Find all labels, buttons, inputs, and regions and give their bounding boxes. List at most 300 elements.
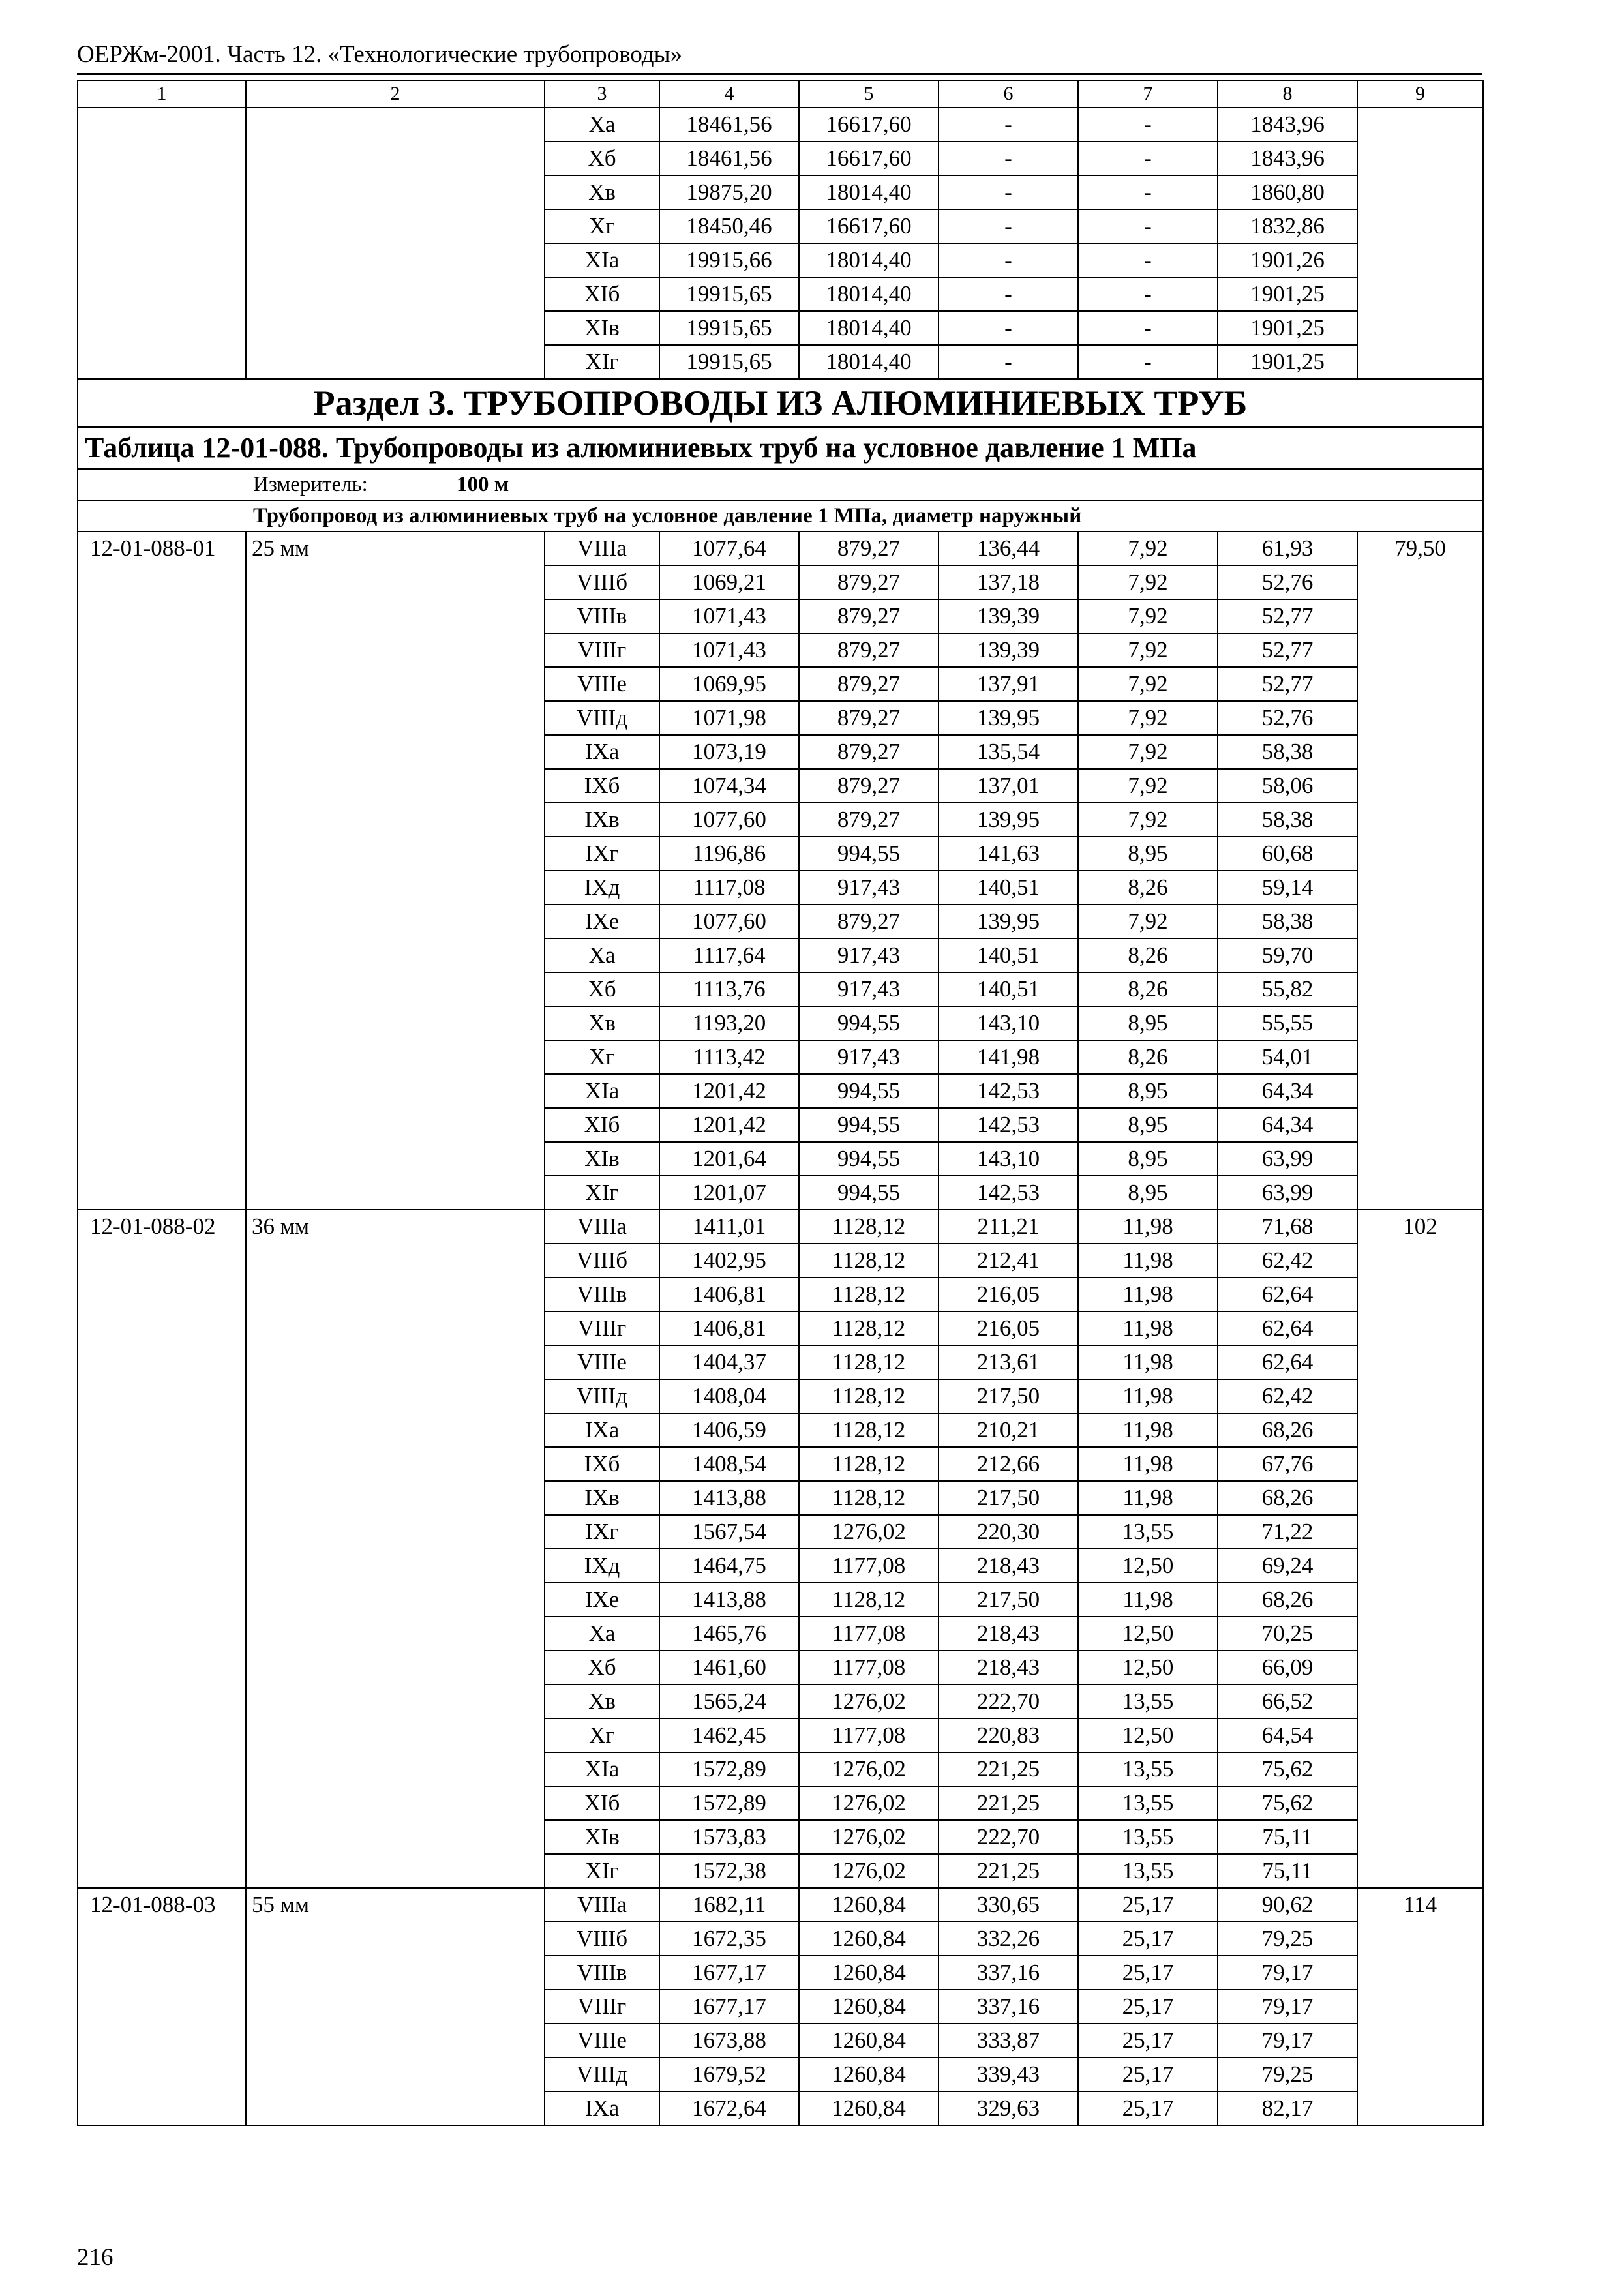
value-cell: 25,17 [1078,2091,1218,2125]
value-cell: 8,95 [1078,1074,1218,1108]
value-cell: 221,25 [939,1786,1078,1820]
value-cell: 141,63 [939,837,1078,871]
value-cell: - [939,345,1078,379]
value-cell: 8,26 [1078,972,1218,1006]
value-cell: 11,98 [1078,1210,1218,1244]
value-cell: 1177,08 [799,1718,939,1752]
value-cell: 1465,76 [659,1617,799,1651]
value-cell: - [939,311,1078,345]
region-cell: VIIIб [545,565,659,599]
region-cell: VIIIд [545,1379,659,1413]
region-cell: VIIIa [545,1210,659,1244]
group-title-row [78,500,1483,531]
value-cell: 58,38 [1218,735,1357,769]
rates-table [77,80,1484,2126]
value-cell: 140,51 [939,871,1078,905]
value-cell: 332,26 [939,1922,1078,1956]
header-rule [77,73,1482,75]
value-cell: 135,54 [939,735,1078,769]
value-cell: 60,68 [1218,837,1357,871]
value-cell: 879,27 [799,633,939,667]
value-cell: 1071,43 [659,633,799,667]
value-cell: 1260,84 [799,1990,939,2024]
region-cell: VIIIг [545,1990,659,2024]
region-cell: VIIIб [545,1244,659,1278]
item-code: 12-01-088-01 [78,531,246,1210]
meter-cell [78,469,1483,500]
value-cell: 69,24 [1218,1549,1357,1583]
value-cell: 330,65 [939,1888,1078,1922]
value-cell: 1077,64 [659,531,799,565]
value-cell: 64,34 [1218,1074,1357,1108]
value-cell: 11,98 [1078,1278,1218,1311]
value-cell: 1411,01 [659,1210,799,1244]
value-cell: 11,98 [1078,1244,1218,1278]
value-cell: 994,55 [799,1108,939,1142]
value-cell: 1672,35 [659,1922,799,1956]
value-cell: - [939,142,1078,175]
value-cell: 136,44 [939,531,1078,565]
value-cell: 7,92 [1078,905,1218,938]
meter-label: Измеритель: [253,473,368,496]
value-cell: 139,95 [939,803,1078,837]
rates-table-body [78,80,1483,2125]
continuation-row [78,108,1483,142]
value-cell: 1843,96 [1218,142,1357,175]
value-cell: 66,09 [1218,1651,1357,1684]
value-cell: 63,99 [1218,1142,1357,1176]
value-cell: 1071,98 [659,701,799,735]
region-cell: IXг [545,837,659,871]
value-cell: 16617,60 [799,142,939,175]
region-cell: VIIIв [545,1278,659,1311]
value-cell: 329,63 [939,2091,1078,2125]
value-cell: 19875,20 [659,175,799,209]
value-cell: 211,21 [939,1210,1078,1244]
value-cell: 217,50 [939,1583,1078,1617]
region-cell: IXe [545,1583,659,1617]
value-cell: 1113,76 [659,972,799,1006]
value-cell: 7,92 [1078,667,1218,701]
region-cell: IXб [545,769,659,803]
region-cell: Xб [545,972,659,1006]
meter-value: 100 м [457,473,509,496]
value-cell: 1413,88 [659,1583,799,1617]
value-cell: 7,92 [1078,633,1218,667]
value-cell: 16617,60 [799,209,939,243]
value-cell: 216,05 [939,1278,1078,1311]
value-cell: 25,17 [1078,1922,1218,1956]
region-cell: Xa [545,1617,659,1651]
value-cell: 1673,88 [659,2024,799,2057]
value-cell: 19915,65 [659,277,799,311]
value-cell: 1117,64 [659,938,799,972]
value-cell: 140,51 [939,938,1078,972]
value-cell: 58,06 [1218,769,1357,803]
value-cell: 1260,84 [799,2024,939,2057]
value-cell: 142,53 [939,1176,1078,1210]
value-cell: 58,38 [1218,803,1357,837]
value-cell: 143,10 [939,1142,1078,1176]
value-cell: 13,55 [1078,1515,1218,1549]
value-cell: 213,61 [939,1345,1078,1379]
value-cell: 52,77 [1218,599,1357,633]
value-cell: 18014,40 [799,175,939,209]
value-cell: 25,17 [1078,2057,1218,2091]
value-cell: 52,76 [1218,565,1357,599]
value-cell: 1260,84 [799,1888,939,1922]
value-cell: 137,91 [939,667,1078,701]
value-cell: 1572,89 [659,1786,799,1820]
value-cell: - [1078,209,1218,243]
value-cell: 1408,54 [659,1447,799,1481]
region-cell: IXa [545,2091,659,2125]
value-cell: 11,98 [1078,1311,1218,1345]
value-cell: 1193,20 [659,1006,799,1040]
value-cell: 1276,02 [799,1752,939,1786]
value-cell: 68,26 [1218,1583,1357,1617]
value-cell: 1077,60 [659,803,799,837]
value-cell: 19915,65 [659,345,799,379]
region-cell: IXб [545,1447,659,1481]
value-cell: 1276,02 [799,1515,939,1549]
value-cell: 217,50 [939,1379,1078,1413]
value-cell: 8,26 [1078,871,1218,905]
value-cell: 1276,02 [799,1684,939,1718]
value-cell: - [939,175,1078,209]
value-cell: 879,27 [799,531,939,565]
value-cell: 7,92 [1078,735,1218,769]
value-cell: 62,64 [1218,1311,1357,1345]
value-cell: 1260,84 [799,1956,939,1990]
column-number-cell: 5 [799,80,939,108]
value-cell: Xв [545,175,659,209]
value-cell: 1260,84 [799,1922,939,1956]
value-cell: 222,70 [939,1820,1078,1854]
value-cell: 1901,25 [1218,277,1357,311]
value-cell: 1128,12 [799,1345,939,1379]
value-cell: 58,38 [1218,905,1357,938]
value-cell: 7,92 [1078,599,1218,633]
value-cell: 63,99 [1218,1176,1357,1210]
value-cell: 90,62 [1218,1888,1357,1922]
value-cell: 8,95 [1078,1176,1218,1210]
region-cell: IXв [545,803,659,837]
value-cell: 1901,26 [1218,243,1357,277]
value-cell: 879,27 [799,565,939,599]
value-cell: 337,16 [939,1956,1078,1990]
value-cell: 917,43 [799,1040,939,1074]
column-number-cell: 7 [1078,80,1218,108]
value-cell: 1404,37 [659,1345,799,1379]
section-title: Раздел 3. ТРУБОПРОВОДЫ ИЗ АЛЮМИНИЕВЫХ ТРУБ [78,379,1483,427]
value-cell: 1074,34 [659,769,799,803]
value-cell: 141,98 [939,1040,1078,1074]
value-cell: 18014,40 [799,311,939,345]
value-cell: 18014,40 [799,345,939,379]
value-cell: 82,17 [1218,2091,1357,2125]
value-cell: 142,53 [939,1108,1078,1142]
region-cell: VIIIa [545,1888,659,1922]
value-cell: 1128,12 [799,1244,939,1278]
value-cell: 1128,12 [799,1583,939,1617]
region-cell: VIIIe [545,1345,659,1379]
value-cell: 137,01 [939,769,1078,803]
value-cell: 1117,08 [659,871,799,905]
value-cell: 12,50 [1078,1617,1218,1651]
value-cell: 25,17 [1078,1888,1218,1922]
value-cell: 1677,17 [659,1956,799,1990]
value-cell: 11,98 [1078,1379,1218,1413]
value-cell: 7,92 [1078,769,1218,803]
value-cell: 1260,84 [799,2091,939,2125]
value-cell: 8,95 [1078,837,1218,871]
region-cell: IXд [545,871,659,905]
value-cell: 216,05 [939,1311,1078,1345]
column-number-row [78,80,1483,108]
region-cell: IXг [545,1515,659,1549]
value-cell: 16617,60 [799,108,939,142]
value-cell: 8,95 [1078,1006,1218,1040]
value-cell: - [939,277,1078,311]
value-cell: 994,55 [799,1176,939,1210]
value-cell: 64,34 [1218,1108,1357,1142]
value-cell: 139,39 [939,599,1078,633]
value-cell: 917,43 [799,972,939,1006]
region-cell: Xв [545,1006,659,1040]
value-cell: 1406,81 [659,1278,799,1311]
item-col9: 102 [1357,1210,1483,1888]
value-cell: 13,55 [1078,1786,1218,1820]
region-cell: IXa [545,735,659,769]
value-cell: 11,98 [1078,1413,1218,1447]
value-cell: 19915,65 [659,311,799,345]
value-cell: - [1078,175,1218,209]
value-cell: 13,55 [1078,1684,1218,1718]
value-cell: 59,14 [1218,871,1357,905]
value-cell: 879,27 [799,769,939,803]
value-cell: 879,27 [799,735,939,769]
value-cell: 1408,04 [659,1379,799,1413]
value-cell: - [1078,142,1218,175]
value-cell: 71,68 [1218,1210,1357,1244]
value-cell: XIг [545,345,659,379]
region-cell: VIIIв [545,1956,659,1990]
value-cell: 994,55 [799,1006,939,1040]
value-cell: 139,95 [939,905,1078,938]
value-cell: Xг [545,209,659,243]
value-cell: 79,17 [1218,1990,1357,2024]
value-cell: 11,98 [1078,1345,1218,1379]
item-code: 12-01-088-02 [78,1210,246,1888]
region-cell: XIв [545,1820,659,1854]
column-number-cell: 3 [545,80,659,108]
column-number-cell: 4 [659,80,799,108]
value-cell: 1464,75 [659,1549,799,1583]
value-cell: 8,95 [1078,1108,1218,1142]
region-cell: XIг [545,1854,659,1888]
region-cell: VIIIб [545,1922,659,1956]
value-cell: - [1078,311,1218,345]
value-cell: 1860,80 [1218,175,1357,209]
value-cell: 1128,12 [799,1413,939,1447]
value-cell: 1128,12 [799,1210,939,1244]
value-cell: 1901,25 [1218,311,1357,345]
value-cell: 12,50 [1078,1718,1218,1752]
value-cell: 220,30 [939,1515,1078,1549]
table-title: Таблица 12-01-088. Трубопроводы из алюминиевых труб на условное давление 1 МПа [78,427,1483,469]
value-cell: 994,55 [799,1074,939,1108]
value-cell: 1201,42 [659,1108,799,1142]
value-cell: 25,17 [1078,1990,1218,2024]
value-cell: 52,77 [1218,633,1357,667]
value-cell: 1128,12 [799,1311,939,1345]
value-cell: 13,55 [1078,1752,1218,1786]
value-cell: 1128,12 [799,1447,939,1481]
value-cell: 879,27 [799,701,939,735]
value-cell: 1672,64 [659,2091,799,2125]
value-cell: 62,64 [1218,1278,1357,1311]
value-cell: 13,55 [1078,1854,1218,1888]
value-cell: Xa [545,108,659,142]
value-cell: 11,98 [1078,1447,1218,1481]
value-cell: 1565,24 [659,1684,799,1718]
value-cell: 879,27 [799,803,939,837]
value-cell: 212,66 [939,1447,1078,1481]
region-cell: VIIIд [545,2057,659,2091]
item-col9: 79,50 [1357,531,1483,1210]
value-cell: 61,93 [1218,531,1357,565]
region-cell: XIб [545,1108,659,1142]
value-cell: 75,62 [1218,1752,1357,1786]
value-cell: - [1078,277,1218,311]
value-cell: 994,55 [799,837,939,871]
value-cell: 1276,02 [799,1854,939,1888]
value-cell: - [939,243,1078,277]
value-cell: 1461,60 [659,1651,799,1684]
value-cell: - [1078,108,1218,142]
value-cell: 18461,56 [659,108,799,142]
value-cell: 1462,45 [659,1718,799,1752]
value-cell: 18014,40 [799,243,939,277]
value-cell: 221,25 [939,1854,1078,1888]
value-cell: 1677,17 [659,1990,799,2024]
value-cell: 1196,86 [659,837,799,871]
value-cell: 55,82 [1218,972,1357,1006]
value-cell: 339,43 [939,2057,1078,2091]
region-cell: IXд [545,1549,659,1583]
value-cell: 18450,46 [659,209,799,243]
value-cell: - [1078,345,1218,379]
region-cell: XIв [545,1142,659,1176]
value-cell: 68,26 [1218,1413,1357,1447]
value-cell: - [939,209,1078,243]
value-cell: 1113,42 [659,1040,799,1074]
region-cell: IXe [545,905,659,938]
column-number-cell: 1 [78,80,246,108]
value-cell: 70,25 [1218,1617,1357,1651]
region-cell: XIa [545,1752,659,1786]
value-cell: 52,77 [1218,667,1357,701]
value-cell: 1832,86 [1218,209,1357,243]
value-cell: 55,55 [1218,1006,1357,1040]
value-cell: 210,21 [939,1413,1078,1447]
region-cell: Xб [545,1651,659,1684]
value-cell: 7,92 [1078,701,1218,735]
value-cell: 12,50 [1078,1651,1218,1684]
name-cell-empty [246,108,545,379]
value-cell: 79,25 [1218,2057,1357,2091]
value-cell: 64,54 [1218,1718,1357,1752]
value-cell: 139,95 [939,701,1078,735]
value-cell: 333,87 [939,2024,1078,2057]
page-number: 216 [77,2244,113,2271]
region-cell: VIIIe [545,667,659,701]
value-cell: 994,55 [799,1142,939,1176]
value-cell: 79,17 [1218,2024,1357,2057]
value-cell: 1069,21 [659,565,799,599]
value-cell: 59,70 [1218,938,1357,972]
value-cell: 212,41 [939,1244,1078,1278]
value-cell: 143,10 [939,1006,1078,1040]
item-name: 25 мм [246,531,545,1210]
value-cell: 879,27 [799,599,939,633]
value-cell: 1276,02 [799,1786,939,1820]
value-cell: 140,51 [939,972,1078,1006]
value-cell: 222,70 [939,1684,1078,1718]
value-cell: 75,11 [1218,1854,1357,1888]
region-cell: Xг [545,1040,659,1074]
value-cell: 66,52 [1218,1684,1357,1718]
value-cell: 137,18 [939,565,1078,599]
region-cell: Xa [545,938,659,972]
section-title-row [78,379,1483,427]
value-cell: 62,42 [1218,1379,1357,1413]
value-cell: 142,53 [939,1074,1078,1108]
item-name: 55 мм [246,1888,545,2125]
value-cell: 1128,12 [799,1278,939,1311]
region-cell: Xв [545,1684,659,1718]
value-cell: 75,11 [1218,1820,1357,1854]
item-code: 12-01-088-03 [78,1888,246,2125]
value-cell: 62,42 [1218,1244,1357,1278]
value-cell: 18014,40 [799,277,939,311]
value-cell: 1572,38 [659,1854,799,1888]
value-cell: 217,50 [939,1481,1078,1515]
col9-cell-empty [1357,108,1483,379]
value-cell: 1260,84 [799,2057,939,2091]
value-cell: 221,25 [939,1752,1078,1786]
value-cell: 1077,60 [659,905,799,938]
region-cell: Xг [545,1718,659,1752]
value-cell: 337,16 [939,1990,1078,2024]
item-name: 36 мм [246,1210,545,1888]
table-row [78,531,1483,565]
value-cell: 218,43 [939,1617,1078,1651]
value-cell: 1128,12 [799,1481,939,1515]
value-cell: 8,95 [1078,1142,1218,1176]
region-cell: VIIIд [545,701,659,735]
value-cell: 1402,95 [659,1244,799,1278]
value-cell: 79,17 [1218,1956,1357,1990]
value-cell: Xб [545,142,659,175]
value-cell: 139,39 [939,633,1078,667]
value-cell: 1177,08 [799,1549,939,1583]
value-cell: XIб [545,277,659,311]
value-cell: 13,55 [1078,1820,1218,1854]
value-cell: 7,92 [1078,565,1218,599]
meter-row [78,469,1483,500]
